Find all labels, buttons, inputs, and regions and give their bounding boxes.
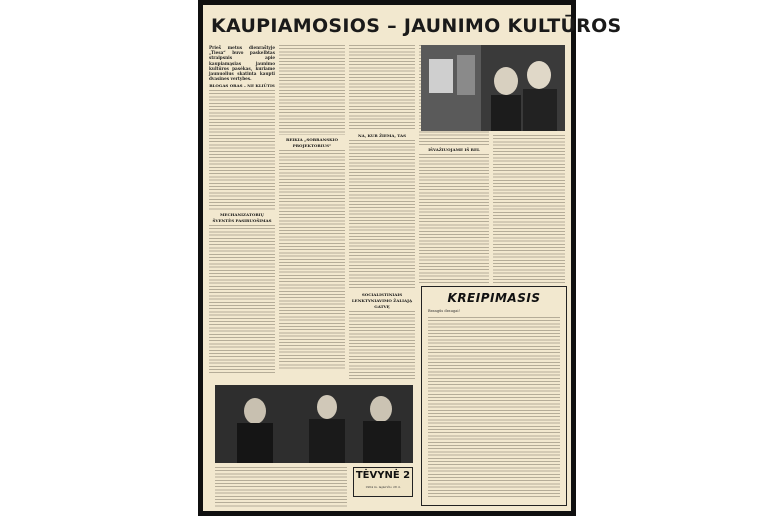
body-text-block xyxy=(349,311,415,381)
subheading-3: REIKIA „SOBRANSKIO PROJEKTORIUS“ xyxy=(286,137,338,148)
body-text-block xyxy=(209,225,275,375)
masthead-date: 1964 m. lapkričio 28 d. xyxy=(365,485,401,489)
body-text-block xyxy=(279,150,345,370)
body-text-block xyxy=(209,90,275,210)
body-text-block xyxy=(493,135,565,285)
photo-caption-text xyxy=(215,467,347,507)
text-column-3 xyxy=(349,45,415,375)
subheading-1: BLOGAS ORAS – NE KLIŪTIS xyxy=(209,83,275,89)
body-text-block xyxy=(349,140,415,290)
text-column-2 xyxy=(279,45,345,375)
kreipimasis-title: KREIPIMASIS xyxy=(447,291,541,305)
text-column-1 xyxy=(209,45,275,375)
subheading-4: NA, KUR ŽIEMA, TAS xyxy=(358,133,406,138)
article-lead: Prieš metus dienraštyje „Tiesa“ buvo paskelbtas straipsnis apie kaupiamąsias jaunimo kultūros pasėkas, kuriame jaunuolius skatinta kaupti dvasines vertybes. xyxy=(209,45,275,82)
body-text-block xyxy=(419,154,489,284)
article-headline: KAUPIAMOSIOS – JAUNIMO KULTŪROS xyxy=(211,15,622,37)
body-text-block xyxy=(279,45,345,135)
kreipimasis-box xyxy=(421,286,567,506)
newspaper-masthead xyxy=(353,467,413,497)
body-text-block xyxy=(349,45,415,131)
kreipimasis-body xyxy=(428,317,560,499)
newspaper-page xyxy=(203,5,622,511)
subheading-6: IŠVAŽIUOJAME IŠ REL xyxy=(428,147,480,152)
body-text-block xyxy=(215,467,347,507)
photo-image xyxy=(421,45,565,131)
subheading-2: MECHANIZATORIŲ ŠVENTĖS PASIRUOŠIMAS xyxy=(212,212,272,224)
kreipimasis-greeting: Brangūs draugai! xyxy=(428,309,460,313)
photo-image xyxy=(215,385,413,463)
subheading-5: SOCIALISTINIAIS LENKTYNIAVIMO ŽALIAJĄ GATVĘ xyxy=(351,292,413,309)
photo-bottom-left xyxy=(215,385,413,463)
photo-top-right xyxy=(421,45,565,131)
body-text-block xyxy=(428,317,560,499)
text-column-5 xyxy=(493,135,565,285)
masthead-name: TĖVYNĖ 2 xyxy=(355,470,411,481)
